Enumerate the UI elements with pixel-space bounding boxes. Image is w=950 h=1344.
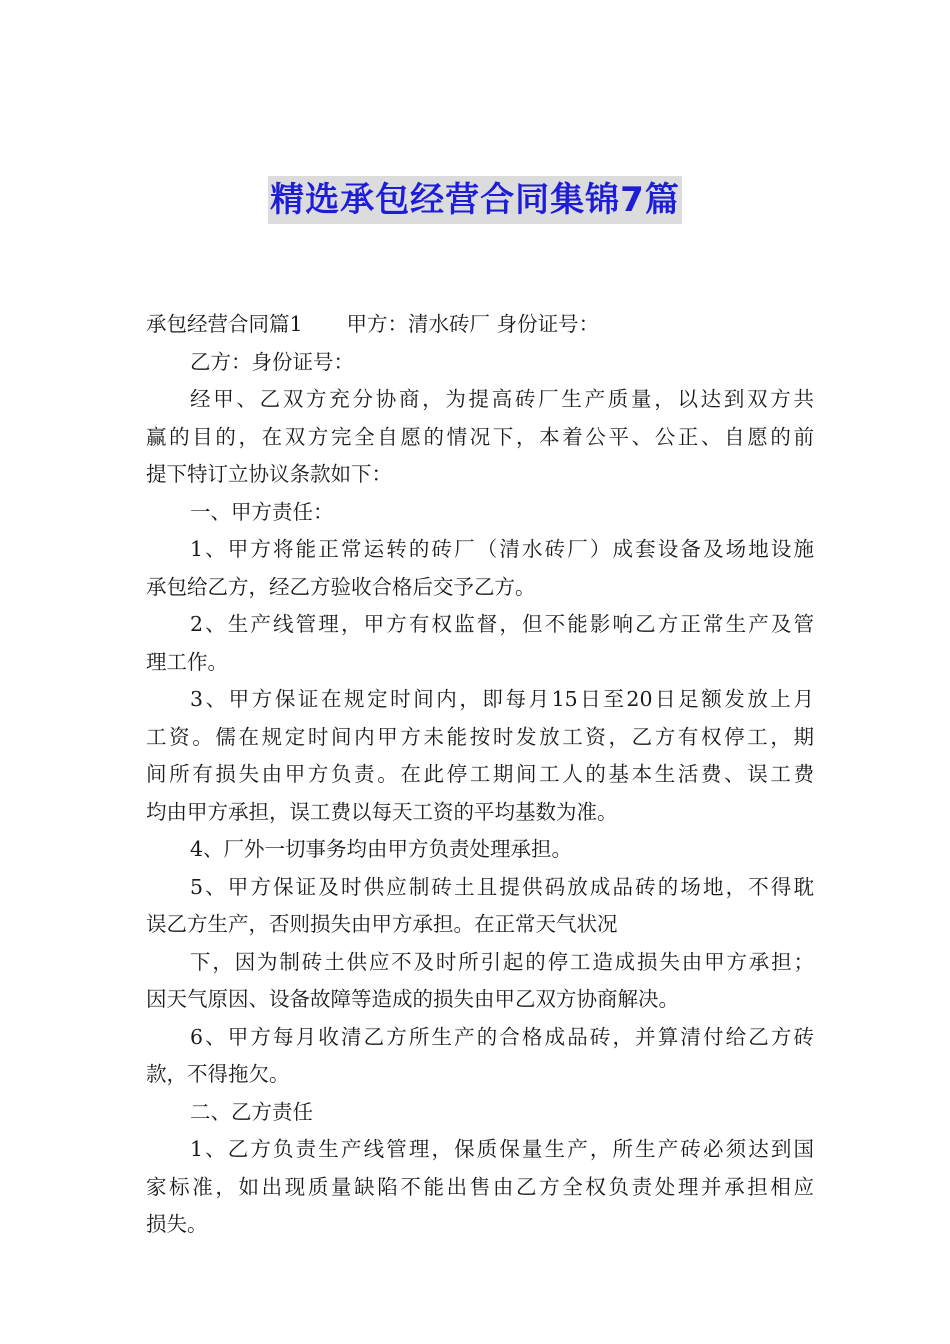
paragraph-line: 理工作。 (146, 649, 228, 674)
party-a-line: 甲方：清水砖厂 身份证号： (346, 312, 600, 336)
paragraph-line: 1、甲方将能正常运转的砖厂（清水砖厂）成套设备及场地设施 (190, 537, 814, 561)
paragraph-line: 间所有损失由甲方负责。在此停工期间工人的基本生活费、误工费 (146, 762, 814, 786)
paragraph-line: 5、甲方保证及时供应制砖土且提供码放成品砖的场地，不得耽 (190, 874, 814, 899)
paragraph-line: 4、厂外一切事务均由甲方负责处理承担。 (190, 837, 573, 861)
paragraph-line: 赢的目的，在双方完全自愿的情况下，本着公平、公正、自愿的前 (146, 424, 814, 449)
first-line (146, 306, 814, 344)
document-title: 精选承包经营合同集锦7篇 (268, 176, 682, 224)
paragraph-line: 2、生产线管理，甲方有权监督，但不能影响乙方正常生产及管 (190, 612, 814, 636)
paragraph-line: 1、乙方负责生产线管理，保质保量生产，所生产砖必须达到国 (190, 1137, 814, 1161)
paragraph-line: 经甲、乙双方充分协商，为提高砖厂生产质量，以达到双方共 (190, 387, 814, 411)
paragraph-line: 3、甲方保证在规定时间内，即每月15日至20日足额发放上月 (190, 687, 814, 711)
paragraph-line: 损失。 (146, 1212, 208, 1236)
contract-heading: 承包经营合同篇1 (146, 312, 303, 336)
paragraph-line: 误乙方生产，否则损失由甲方承担。在正常天气状况 (146, 912, 618, 936)
title-wrapper (0, 176, 950, 224)
paragraph-line: 下，因为制砖土供应不及时所引起的停工造成损失由甲方承担； (190, 949, 814, 974)
paragraph-line: 因天气原因、设备故障等造成的损失由甲乙双方协商解决。 (146, 987, 679, 1011)
paragraph-line: 款，不得拖欠。 (146, 1062, 290, 1086)
section-heading: 二、乙方责任 (190, 1099, 313, 1124)
paragraph-line: 家标准，如出现质量缺陷不能出售由乙方全权负责处理并承担相应 (146, 1174, 814, 1199)
section-heading: 一、甲方责任： (190, 499, 334, 524)
paragraph-line: 6、甲方每月收清乙方所生产的合格成品砖，并算清付给乙方砖 (190, 1024, 814, 1049)
paragraph-line: 承包给乙方，经乙方验收合格后交予乙方。 (146, 574, 536, 599)
paragraph-line: 均由甲方承担，误工费以每天工资的平均基数为准。 (146, 799, 618, 824)
document-body (146, 306, 814, 1244)
paragraph-line: 乙方：身份证号： (190, 349, 354, 374)
paragraph-line: 提下特订立协议条款如下： (146, 462, 392, 486)
paragraph-line: 工资。儒在规定时间内甲方未能按时发放工资，乙方有权停工，期 (146, 724, 814, 749)
